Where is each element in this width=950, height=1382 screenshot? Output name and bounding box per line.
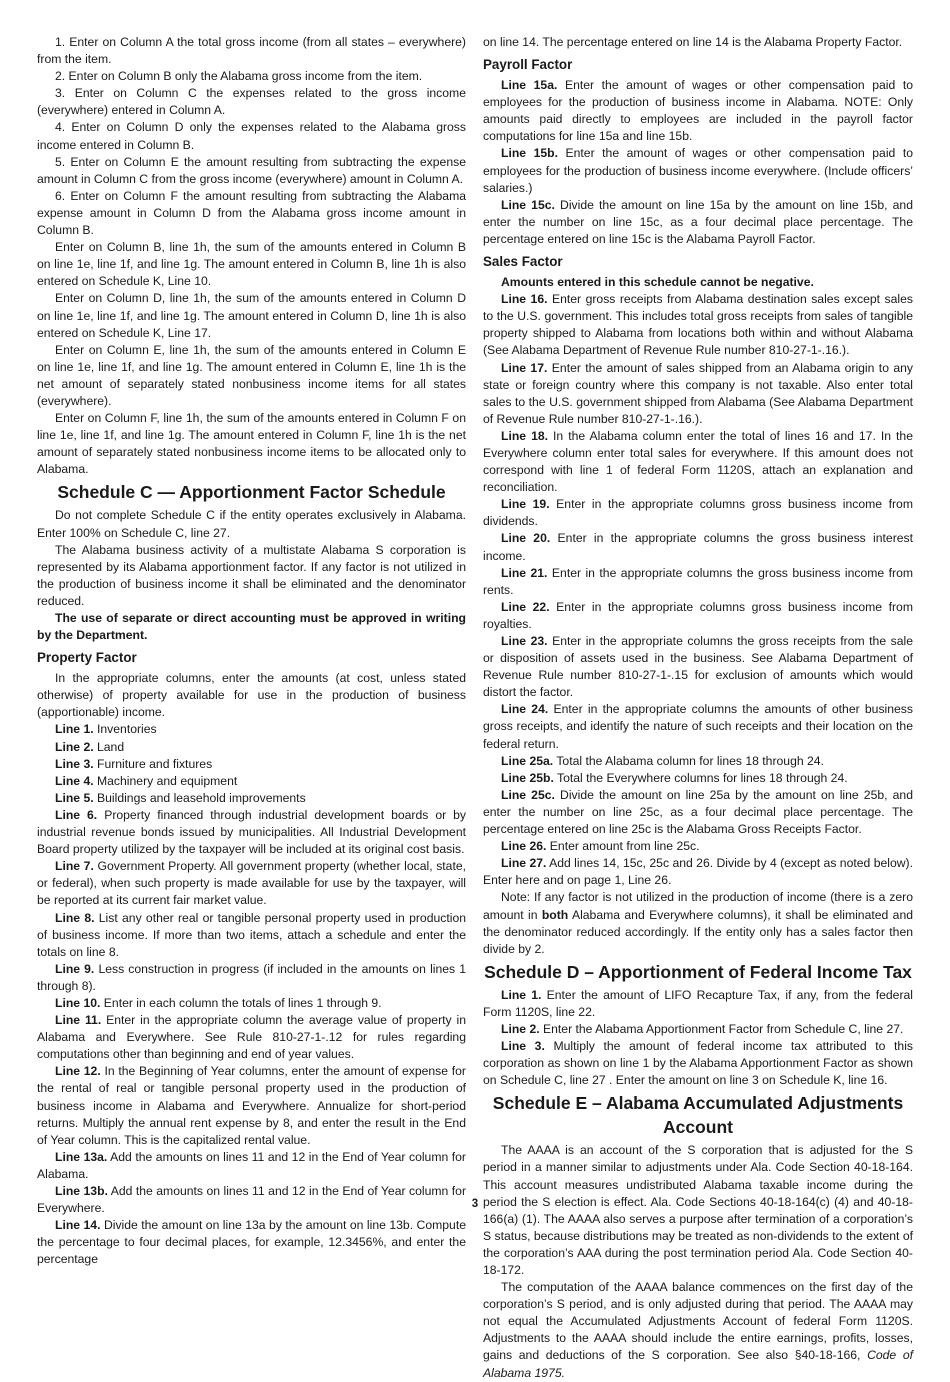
property-line: Line 12. In the Beginning of Year columns, enter the amount of expense for the rental of real or tangible personal property used in the production of business income in Alabama and Everywhere. Annualize for short-period returns. Multiply the annual rent expense by 8, and enter the result in the End of Year column. This is the capitalized rental value. <box>37 1064 466 1147</box>
sales-line: Line 16. Enter gross receipts from Alabama destination sales except sales to the U.S. government. This includes total gross receipts from sales of tangible property shipped to Alabama from locations both within and without Alabama (See Alabama Department of Revenue Rule number 810-27-1-.16.). <box>483 292 913 358</box>
sales-line: Line 25b. Total the Everywhere columns for lines 18 through 24. <box>501 770 848 785</box>
sales-factor-heading: Sales Factor <box>483 254 563 270</box>
instruction-column-d: Enter on Column D, line 1h, the sum of the amounts entered in Column D on line 1e, line 1f, and line 1g. The amount entered in Column D, line 1h is also entered on Schedule K, Line 17. <box>37 291 466 340</box>
instruction-3: 3. Enter on Column C the expenses related to the gross income (everywhere) entered in Column A. <box>37 86 466 118</box>
schedule-e-heading: Schedule E – Alabama Accumulated Adjustments Account <box>492 1093 904 1138</box>
instruction-column-f: Enter on Column F, line 1h, the sum of the amounts entered in Column F on line 1e, line 1f, and line 1g. The amount entered in Column F, line 1h is the net amount of separately stated nonbusiness income items to be allocated only to Alabama. <box>37 411 466 477</box>
property-line: Line 4. Machinery and equipment <box>55 773 238 788</box>
schedule-d-line: Line 2. Enter the Alabama Apportionment Factor from Schedule C, line 27. <box>501 1021 904 1036</box>
right-column <box>483 34 913 1382</box>
sales-line: Line 23. Enter in the appropriate columns the gross receipts from the sale or disposition of assets used in the business. See Alabama Department of Revenue Rule number 810-27-1-.15 for exclusion of amounts which would distort the factor. <box>483 634 913 700</box>
sales-line: Line 17. Enter the amount of sales shipped from an Alabama origin to any state or foreign country where this company is not taxable. Also enter total sales to the U.S. government shipped from Alabama (See Alabama Department of Revenue Rule number 810-27-1-.16.). <box>483 360 914 426</box>
schedule-d-heading: Schedule D – Apportionment of Federal Income Tax <box>484 961 912 982</box>
instruction-1: 1. Enter on Column A the total gross income (from all states – everywhere) from the item. <box>37 35 466 67</box>
sales-line: Line 26. Enter amount from line 25c. <box>501 839 700 854</box>
sales-factor-note: Note: If any factor is not utilized in the production of income (there is a zero amount in both Alabama and Everywhere columns), it shall be eliminated and the denominator reduced accordingly. If the entity only has a sales factor then divide by 2. <box>483 890 913 956</box>
schedule-c-para-2: The Alabama business activity of a multistate Alabama S corporation is represented by its Alabama apportionment factor. If any factor is not utilized in the production of business income it shall be eliminated and the denominator reduced. <box>37 542 466 608</box>
sales-note: Amounts entered in this schedule cannot be negative. <box>501 275 814 290</box>
instruction-5: 5. Enter on Column E the amount resulting from subtracting the expense amount in Column C from the gross income (everywhere) amount in Column A. <box>37 154 466 186</box>
schedule-c-para-3: The use of separate or direct accounting must be approved in writing by the Department. <box>37 611 466 643</box>
sales-line: Line 18. In the Alabama column enter the total of lines 16 and 17. In the Everywhere column enter total sales for everywhere. If this amount does not correspond with line 1 of federal Form 1120S, attach an explanation and reconciliation. <box>483 428 913 495</box>
property-line: Line 3. Furniture and fixtures <box>55 756 213 771</box>
property-line: Line 14. Divide the amount on line 13a by the amount on line 13b. Compute the percentage to four decimal places, for example, 12.3456%, and enter the percentage <box>37 1218 466 1267</box>
instruction-column-e: Enter on Column E, line 1h, the sum of the amounts entered in Column E on line 1e, line 1f, and line 1g. The amount entered in Column E, line 1h is the net amount of separately stated nonbusiness income items for all states (everywhere). <box>37 342 466 408</box>
line-14-continued: on line 14. The percentage entered on line 14 is the Alabama Property Factor. <box>483 35 903 49</box>
payroll-line: Line 15a. Enter the amount of wages or other compensation paid to employees for the production of business income in Alabama. NOTE: Only amounts paid directly to employees are included in the payroll factor computations for line 15a and line 15b. <box>483 78 913 144</box>
property-line: Line 1. Inventories <box>55 722 157 737</box>
property-line: Line 6. Property financed through industrial development boards or by industrial revenue bonds issued by municipalities. All Industrial Development Board property utilized by the taxpayer will be included at its original cost basis. <box>37 807 467 857</box>
sales-line: Line 24. Enter in the appropriate columns the amounts of other business gross receipts, and identify the nature of such receipts and their location on the federal return. <box>483 702 913 751</box>
property-factor-heading: Property Factor <box>37 650 137 666</box>
sales-line: Line 25a. Total the Alabama column for lines 18 through 24. <box>501 753 824 768</box>
instruction-4: 4. Enter on Column D only the expenses related to the Alabama gross income entered in Column B. <box>37 120 466 152</box>
instruction-2: 2. Enter on Column B only the Alabama gross income from the item. <box>55 69 423 84</box>
payroll-factor-heading: Payroll Factor <box>483 57 573 73</box>
schedule-e-para-1: The AAAA is an account of the S corporation that is adjusted for the S period in a manner similar to adjustments under Ala. Code Section 40-18-164. This account measures undistributed Alabama taxable income during the period the S election is effect. Ala. Code Sections 40-18-164(c) (4) and 40-18-166(a) (1). The AAAA also serves a purpose after termination of a corporation’s S status, because distributions may be treated as non-dividends to the extent of the corporation’s AAA during the post termination period Ala. Code Section 40-18-172. <box>483 1143 913 1277</box>
property-line: Line 8. List any other real or tangible personal property used in production of business income. If more than two items, attach a schedule and enter the totals on line 8. <box>37 910 467 959</box>
property-line: Line 5. Buildings and leasehold improvements <box>55 790 306 805</box>
property-factor-intro: In the appropriate columns, enter the amounts (at cost, unless stated otherwise) of property available for use in the production of business (apportionable) income. <box>37 671 466 720</box>
property-line: Line 13b. Add the amounts on lines 11 and 12 in the End of Year column for Everywhere. <box>37 1184 466 1216</box>
schedule-c-heading: Schedule C — Apportionment Factor Schedule <box>57 482 446 503</box>
property-line: Line 9. Less construction in progress (if included in the amounts on lines 1 through 8). <box>37 961 467 993</box>
page-number: 3 <box>471 1198 479 1210</box>
sales-line: Line 22. Enter in the appropriate columns gross business income from royalties. <box>483 599 913 631</box>
sales-line: Line 19. Enter in the appropriate columns gross business income from dividends. <box>483 497 913 529</box>
instruction-6: 6. Enter on Column F the amount resulting from subtracting the Alabama expense amount in Column D from the Alabama gross income amount in Column B. <box>37 188 466 238</box>
schedule-d-line: Line 1. Enter the amount of LIFO Recapture Tax, if any, from the federal Form 1120S, line 22. <box>483 987 913 1019</box>
property-line: Line 2. Land <box>55 739 125 754</box>
property-line: Line 11. Enter in the appropriate column the average value of property in Alabama and Everywhere. See Rule 810-27-1-.12 for rules regarding computations other than beginning and end of year values. <box>37 1013 466 1062</box>
property-line: Line 13a. Add the amounts on lines 11 and 12 in the End of Year column for Alabama. <box>37 1149 466 1181</box>
instruction-column-b: Enter on Column B, line 1h, the sum of the amounts entered in Column B on line 1e, line 1f, and line 1g. The amount entered in Column B, line 1h is also entered on Schedule K, Line 10. <box>37 240 466 289</box>
property-line: Line 7. Government Property. All government property (whether local, state, or federal), when such property is made available for use by the taxpayer, will be reported at its current fair market value. <box>37 859 467 908</box>
left-column <box>37 34 466 1268</box>
sales-line: Line 25c. Divide the amount on line 25a by the amount on line 25b, and enter the number on line 25c, as a four decimal place percentage. The percentage entered on line 25c is the Alabama Gross Receipts Factor. <box>483 787 913 837</box>
payroll-line: Line 15c. Divide the amount on line 15a by the amount on line 15b, and enter the number on line 15c, as a four decimal place percentage. The percentage entered on line 15c is the Alabama Payroll Factor. <box>483 197 913 246</box>
schedule-d-line: Line 3. Multiply the amount of federal income tax attributed to this corporation as shown on line 1 by the Alabama Apportionment Factor as shown on Schedule C, line 27 . Enter the amount on line 3 on Schedule K, line 16. <box>483 1039 913 1088</box>
sales-line: Line 27. Add lines 14, 15c, 25c and 26. Divide by 4 (except as noted below). Enter here and on page 1, Line 26. <box>483 856 913 888</box>
sales-line: Line 20. Enter in the appropriate columns the gross business interest income. <box>483 531 914 563</box>
property-line: Line 10. Enter in each column the totals of lines 1 through 9. <box>55 995 382 1010</box>
sales-line: Line 21. Enter in the appropriate columns the gross business income from rents. <box>483 565 913 597</box>
payroll-line: Line 15b. Enter the amount of wages or other compensation paid to employees for the production of business income everywhere. (Include officers’ salaries.) <box>483 146 914 195</box>
schedule-c-para-1: Do not complete Schedule C if the entity operates exclusively in Alabama. Enter 100% on Schedule C, line 27. <box>37 508 466 540</box>
schedule-e-para-2: The computation of the AAAA balance commences on the first day of the corporation’s S period, and is only adjusted during that period. The AAAA may not equal the Accumulated Adjustments Account of federal Form 1120S. Adjustments to the AAAA should include the entire earnings, profits, losses, gains and deductions of the S corporation. See also §40-18-166, Code of Alabama 1975. <box>483 1280 914 1380</box>
